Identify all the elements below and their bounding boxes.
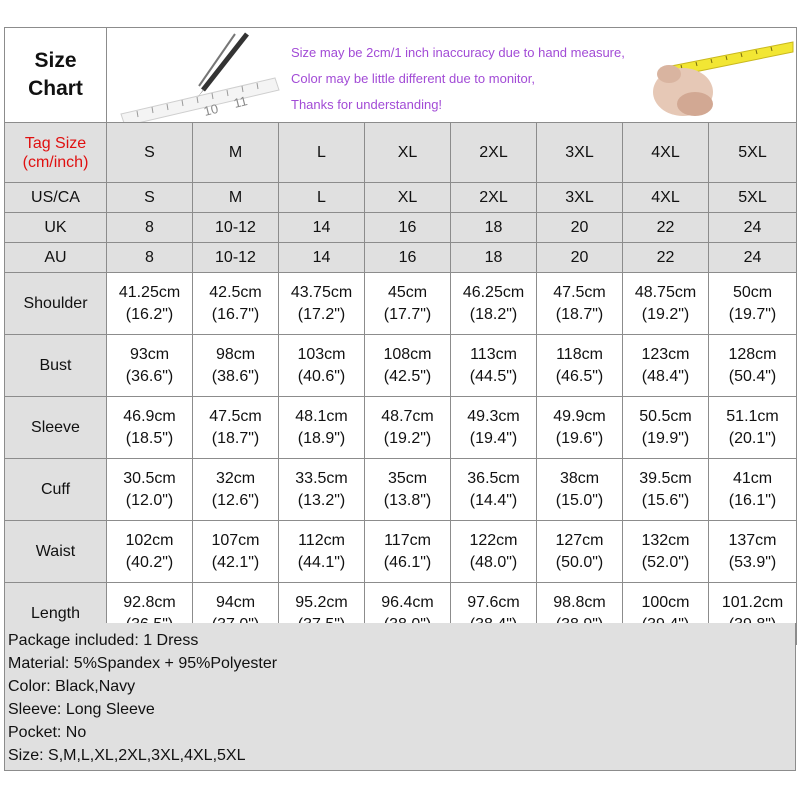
measurement-cm: 46.9cm [123,407,176,425]
measurement-inch: (46.5") [555,367,604,385]
measurement-cell [451,521,537,583]
measurement-cm: 113cm [470,345,517,363]
conversion-cell: M [193,183,279,213]
measurement-cm: 47.5cm [209,407,262,425]
measurement-inch: (20.1") [728,429,777,447]
conversion-cell: 22 [623,243,709,273]
measurement-cell [537,397,623,459]
measurement-cell [623,335,709,397]
measurement-inch: (50.0") [555,553,604,571]
measurement-cm: 95.2cm [295,593,348,611]
measurement-inch: (13.8") [383,491,432,509]
measurement-cell [451,273,537,335]
measurement-cm: 94cm [215,593,256,611]
measurement-cm: 36.5cm [467,469,520,487]
measurement-cm: 103cm [297,345,346,363]
measurement-inch: (44.5") [469,367,518,385]
measurement-inch: (12.0") [125,491,174,509]
measurement-cm: 47.5cm [553,283,606,301]
conversion-cell: 14 [279,213,365,243]
tag-size-cell: M [193,123,279,183]
measurement-inch: (17.7") [383,305,432,323]
measurement-cm: 107cm [211,531,260,549]
measurement-cm: 112cm [298,531,345,549]
tag-size-label-line-2: (cm/inch) [22,153,89,171]
measurement-cell [193,521,279,583]
size-chart-table [4,27,797,645]
measurement-cell [107,397,193,459]
measurement-cm: 97.6cm [467,593,520,611]
measurement-inch: (18.5") [125,429,174,447]
measurement-cell [709,521,797,583]
tag-size-label [5,123,107,183]
measurement-cell [537,335,623,397]
conversion-cell: S [107,183,193,213]
ruler-digit-11: 11 [232,93,249,111]
color-options: Color: Black,Navy [8,678,136,695]
measurement-row [5,335,797,397]
measurement-cell [365,335,451,397]
conversion-cell: 5XL [709,183,797,213]
conversion-cell: 2XL [451,183,537,213]
measurement-inch: (50.4") [728,367,777,385]
conversion-cell: 20 [537,243,623,273]
measurement-label: Length [5,583,107,645]
measurement-inch: (18.7") [211,429,260,447]
measurement-cell [279,521,365,583]
measurement-cell [193,273,279,335]
measurement-cell [623,521,709,583]
measurement-cm: 100cm [641,593,690,611]
measurement-cm: 128cm [728,345,777,363]
tag-size-cell: 3XL [537,123,623,183]
measurement-inch: (12.6") [211,491,260,509]
measurement-label: Shoulder [5,273,107,335]
measurement-cm: 122cm [469,531,518,549]
measurement-cm: 38cm [559,469,600,487]
product-info-box [4,623,796,771]
measurement-inch: (15.0") [555,491,604,509]
measurement-cm: 46.25cm [462,283,525,301]
measurement-cell [365,397,451,459]
material: Material: 5%Spandex + 95%Polyester [8,655,278,672]
measurement-inch: (16.7") [211,305,260,323]
conversion-row [5,183,797,213]
conversion-cell: 16 [365,213,451,243]
conversion-cell: 10-12 [193,243,279,273]
measurement-inch: (36.6") [125,367,174,385]
measurement-inch: (38.6") [211,367,260,385]
measurement-cm: 48.1cm [295,407,348,425]
measurement-inch: (46.1") [383,553,432,571]
tag-size-row [5,123,797,183]
measurement-inch: (14.4") [469,491,518,509]
measurement-cell [279,273,365,335]
measurement-cm: 50cm [732,283,773,301]
measurement-cm: 41.25cm [118,283,181,301]
measurement-cm: 102cm [125,531,174,549]
measurement-cm: 48.75cm [634,283,697,301]
measurement-inch: (16.2") [125,305,174,323]
conversion-cell: 22 [623,213,709,243]
conversion-cell: 16 [365,243,451,273]
measurement-cell [279,335,365,397]
measurement-cell [279,459,365,521]
measurement-cm: 137cm [728,531,777,549]
note-inaccuracy: Size may be 2cm/1 inch inaccuracy due to hand measure, [291,45,625,60]
measurement-inch: (40.6") [297,367,346,385]
measurement-cm: 123cm [641,345,690,363]
measurement-cell [193,397,279,459]
measurement-row [5,273,797,335]
measurement-cm: 35cm [387,469,428,487]
tag-size-cell: XL [365,123,451,183]
measurement-cell [107,335,193,397]
measurement-cell [537,521,623,583]
measurement-cm: 49.3cm [467,407,520,425]
measurement-inch: (16.1") [728,491,777,509]
package-included: Package included: 1 Dress [8,632,199,649]
measurement-cell [537,273,623,335]
sleeve-type: Sleeve: Long Sleeve [8,701,155,718]
measurement-cm: 33.5cm [295,469,348,487]
measurement-notes [291,40,625,118]
tag-size-cell: 4XL [623,123,709,183]
measurement-cm: 117cm [384,531,431,549]
conversion-label: US/CA [5,183,107,213]
measurement-cm: 93cm [129,345,170,363]
measurement-cell [451,397,537,459]
measurement-cell [365,459,451,521]
measurement-cell [279,397,365,459]
conversion-cell: 8 [107,243,193,273]
conversion-cell: L [279,183,365,213]
measurement-inch: (19.7") [728,305,777,323]
measurement-inch: (53.9") [728,553,777,571]
measurement-cm: 48.7cm [381,407,434,425]
conversion-cell: 3XL [537,183,623,213]
measurement-cm: 50.5cm [639,407,692,425]
measurement-cell [623,459,709,521]
measurement-cm: 32cm [215,469,256,487]
measurement-cm: 45cm [387,283,428,301]
measurement-label: Bust [5,335,107,397]
measurement-cm: 39.5cm [639,469,692,487]
conversion-cell: XL [365,183,451,213]
measurement-cm: 49.9cm [553,407,606,425]
measurement-notice-banner [107,28,797,123]
measurement-inch: (19.2") [641,305,690,323]
measurement-inch: (18.7") [555,305,604,323]
measurement-cell [623,397,709,459]
tag-size-cell: 5XL [709,123,797,183]
measurement-cell [623,273,709,335]
measuring-tape-illustration [621,28,796,122]
measurement-inch: (52.0") [641,553,690,571]
measurement-inch: (18.9") [297,429,346,447]
measurement-inch: (18.2") [469,305,518,323]
ruler-digit-10: 10 [202,100,220,119]
measurement-cell [451,459,537,521]
measurement-cm: 42.5cm [209,283,262,301]
measurement-cell [537,459,623,521]
conversion-cell: 8 [107,213,193,243]
measurement-row [5,397,797,459]
tag-size-cell: L [279,123,365,183]
measurement-inch: (42.5") [383,367,432,385]
title-line-1: Size [34,49,77,72]
measurement-cell [107,459,193,521]
measurement-inch: (15.6") [641,491,690,509]
measurement-inch: (13.2") [297,491,346,509]
measurement-cm: 92.8cm [123,593,176,611]
conversion-cell: 24 [709,243,797,273]
measurement-cm: 108cm [383,345,432,363]
measurement-cell [365,273,451,335]
measurement-inch: (19.9") [641,429,690,447]
measurement-cell [709,335,797,397]
conversion-row [5,243,797,273]
measurement-label: Cuff [5,459,107,521]
measurement-cell [709,459,797,521]
measurement-cm: 96.4cm [381,593,434,611]
measurement-inch: (44.1") [297,553,346,571]
measurement-cm: 101.2cm [721,593,784,611]
conversion-row [5,213,797,243]
conversion-label: UK [5,213,107,243]
measurement-cell [107,521,193,583]
measurement-cm: 127cm [555,531,604,549]
note-thanks: Thanks for understanding! [291,97,443,112]
conversion-cell: 14 [279,243,365,273]
conversion-cell: 20 [537,213,623,243]
note-color: Color may be little different due to monitor, [291,71,535,86]
conversion-label: AU [5,243,107,273]
measurement-inch: (19.4") [469,429,518,447]
conversion-cell: 18 [451,243,537,273]
measurement-cell [365,521,451,583]
header-row [5,28,797,123]
title-line-2: Chart [28,77,83,100]
measurement-cell [709,397,797,459]
measurement-inch: (19.2") [383,429,432,447]
available-sizes: Size: S,M,L,XL,2XL,3XL,4XL,5XL [8,747,246,764]
conversion-cell: 18 [451,213,537,243]
measurement-inch: (48.0") [469,553,518,571]
measurement-cell [709,273,797,335]
measurement-cell [193,335,279,397]
hand-icon [653,65,713,116]
measurement-cm: 51.1cm [726,407,779,425]
pocket: Pocket: No [8,724,87,741]
measurement-cm: 98.8cm [553,593,606,611]
measurement-cm: 98cm [215,345,256,363]
measurement-cm: 118cm [556,345,603,363]
measurement-row [5,459,797,521]
measurement-cm: 132cm [641,531,690,549]
measurement-row [5,521,797,583]
tag-size-cell: 2XL [451,123,537,183]
measurement-inch: (42.1") [211,553,260,571]
tag-size-label-line-1: Tag Size [24,134,87,152]
measurement-cell [451,335,537,397]
measurement-inch: (19.6") [555,429,604,447]
measurement-cm: 30.5cm [123,469,176,487]
measurement-cell [107,273,193,335]
measurement-cm: 43.75cm [290,283,353,301]
measurement-inch: (17.2") [297,305,346,323]
conversion-cell: 10-12 [193,213,279,243]
measurement-inch: (48.4") [641,367,690,385]
size-chart-title [5,28,107,123]
pencil-ruler-illustration [107,28,287,122]
measurement-cell [193,459,279,521]
tag-size-cell: S [107,123,193,183]
measurement-label: Waist [5,521,107,583]
measurement-cm: 41cm [732,469,773,487]
measurement-label: Sleeve [5,397,107,459]
measurement-inch: (40.2") [125,553,174,571]
conversion-cell: 4XL [623,183,709,213]
conversion-cell: 24 [709,213,797,243]
